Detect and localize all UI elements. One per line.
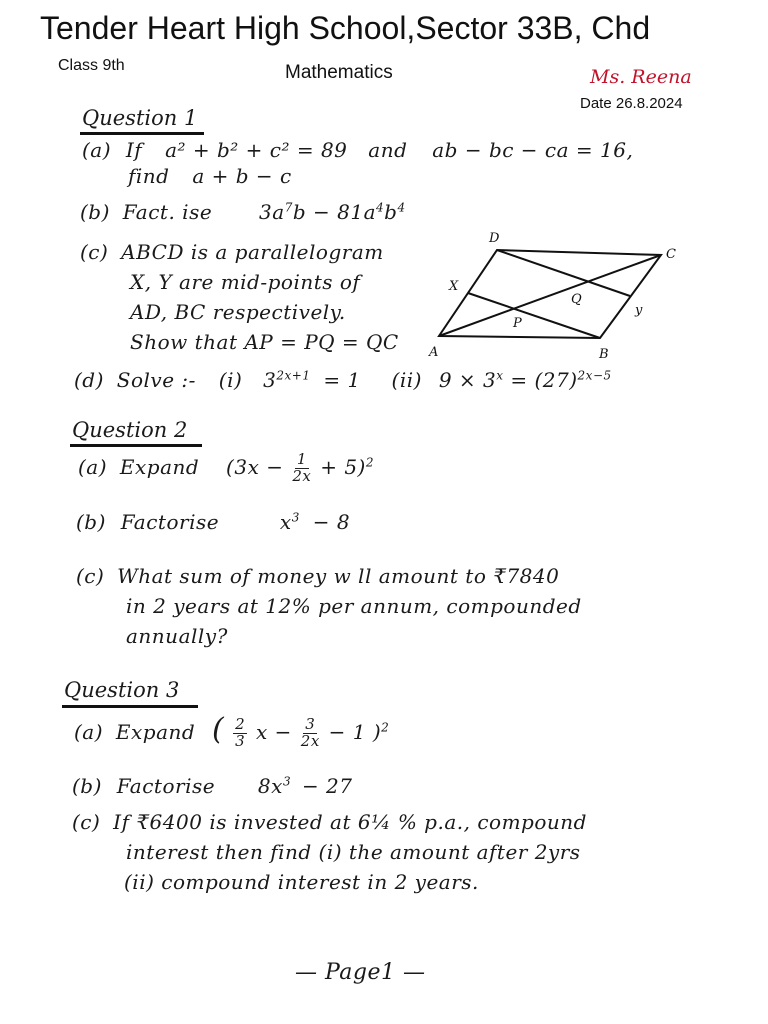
q1d-line: (d) Solve :- (i) $3^{2x+1} = 1$ (ii) $9 \times 3^x = (27)^{2x-5}$ (74, 368, 612, 392)
q2c-line2: in 2 years at 12% per annum, compounded (126, 594, 582, 618)
q1d-label: (d) (74, 368, 104, 392)
q1a-line2 (128, 164, 292, 188)
q1c-label: (c) (80, 240, 109, 264)
label-d: D (489, 231, 500, 246)
q2b-text: Factorise (120, 510, 220, 534)
q2b-label: (b) (76, 510, 106, 534)
q2a-text: Expand (119, 454, 200, 479)
class-label: Class 9th (58, 57, 125, 74)
q3a-expression: ( $\frac{2}{3}$ x − $\frac{3}{2x}$ − 1 )$^2$ (212, 712, 390, 750)
q1a-and: and (368, 138, 408, 162)
q1a-equation1: a² + b² + c² = 89 (165, 138, 348, 162)
label-q: Q (571, 292, 582, 307)
q1d-ii-expression: $9 \times 3^x = (27)^{2x-5}$ (438, 368, 612, 392)
question-1-title: Question 1 (82, 106, 198, 130)
date-label: Date 26.8.2024 (580, 95, 683, 112)
q1a-line1 (82, 138, 633, 162)
q1a-label: (a) (82, 138, 112, 162)
q3c-line3: (ii) compound interest in 2 years. (124, 870, 479, 894)
question-2-title: Question 2 (72, 418, 188, 442)
q1a-if: If (125, 138, 143, 162)
q3b-text: Factorise (116, 774, 216, 798)
label-x: X (449, 279, 459, 294)
q3c-line1: (c) If ₹6400 is invested at 6¼ % p.a., compound (72, 810, 587, 834)
q2c-line3: annually? (126, 624, 228, 648)
q1c-line2: X, Y are mid-points of (130, 270, 361, 294)
q1b-line (80, 200, 406, 224)
q2a-label: (a) (78, 454, 108, 479)
q1c-line1: (c) ABCD is a parallelogram (80, 240, 384, 264)
q2b-line (76, 510, 350, 534)
page-number: — Page1 — (295, 960, 426, 985)
q1a-equation2: ab − bc − ca = 16, (432, 138, 634, 162)
label-y: y (635, 303, 643, 318)
q1d-i-expression: $3^{2x+1} = 1$ (263, 368, 361, 392)
q3b-label: (b) (72, 774, 102, 798)
q2c-label: (c) (76, 564, 105, 588)
q3b-expression: $8x^3 - 27$ (257, 774, 353, 798)
q2a-expression: (3x − $\frac{1}{2x}$ + 5)$^2$ (226, 450, 374, 485)
label-c: C (666, 247, 676, 262)
q3c-line2: interest then find (i) the amount after 2yrs (126, 840, 581, 864)
q3a-line (74, 712, 389, 750)
question-2-underline (70, 444, 202, 447)
q1c-line3: AD, BC respectively. (130, 300, 346, 324)
label-p: P (513, 316, 522, 331)
question-3-title: Question 3 (64, 678, 180, 702)
q1b-text: Fact. ise (122, 200, 213, 224)
school-title: Tender Heart High School,Sector 33B, Chd (40, 10, 651, 46)
label-b: B (599, 347, 609, 362)
q2a-line (78, 452, 374, 485)
q1a-find: find (128, 164, 170, 188)
q1b-label: (b) (80, 200, 110, 224)
parallelogram-figure (425, 228, 685, 368)
q2b-expression: $x^3 - 8$ (279, 510, 351, 534)
q3a-label: (a) (74, 720, 104, 744)
q3c-label: (c) (72, 810, 101, 834)
q3a-text: Expand (115, 720, 196, 744)
q3b-line (72, 774, 353, 798)
question-1-underline (80, 132, 204, 135)
label-a: A (429, 345, 439, 360)
q1d-text: Solve :- (116, 368, 196, 392)
subject-label: Mathematics (285, 62, 393, 83)
q1c-line4: Show that AP = PQ = QC (130, 330, 399, 354)
teacher-name: Ms. Reena (590, 66, 692, 88)
q1b-expression: $3a^7b - 81a^4b^4$ (259, 200, 406, 224)
q2c-line1: (c) What sum of money w ll amount to ₹7840 (76, 564, 560, 588)
q1a-expression: a + b − c (192, 164, 292, 188)
question-3-underline (62, 705, 198, 708)
